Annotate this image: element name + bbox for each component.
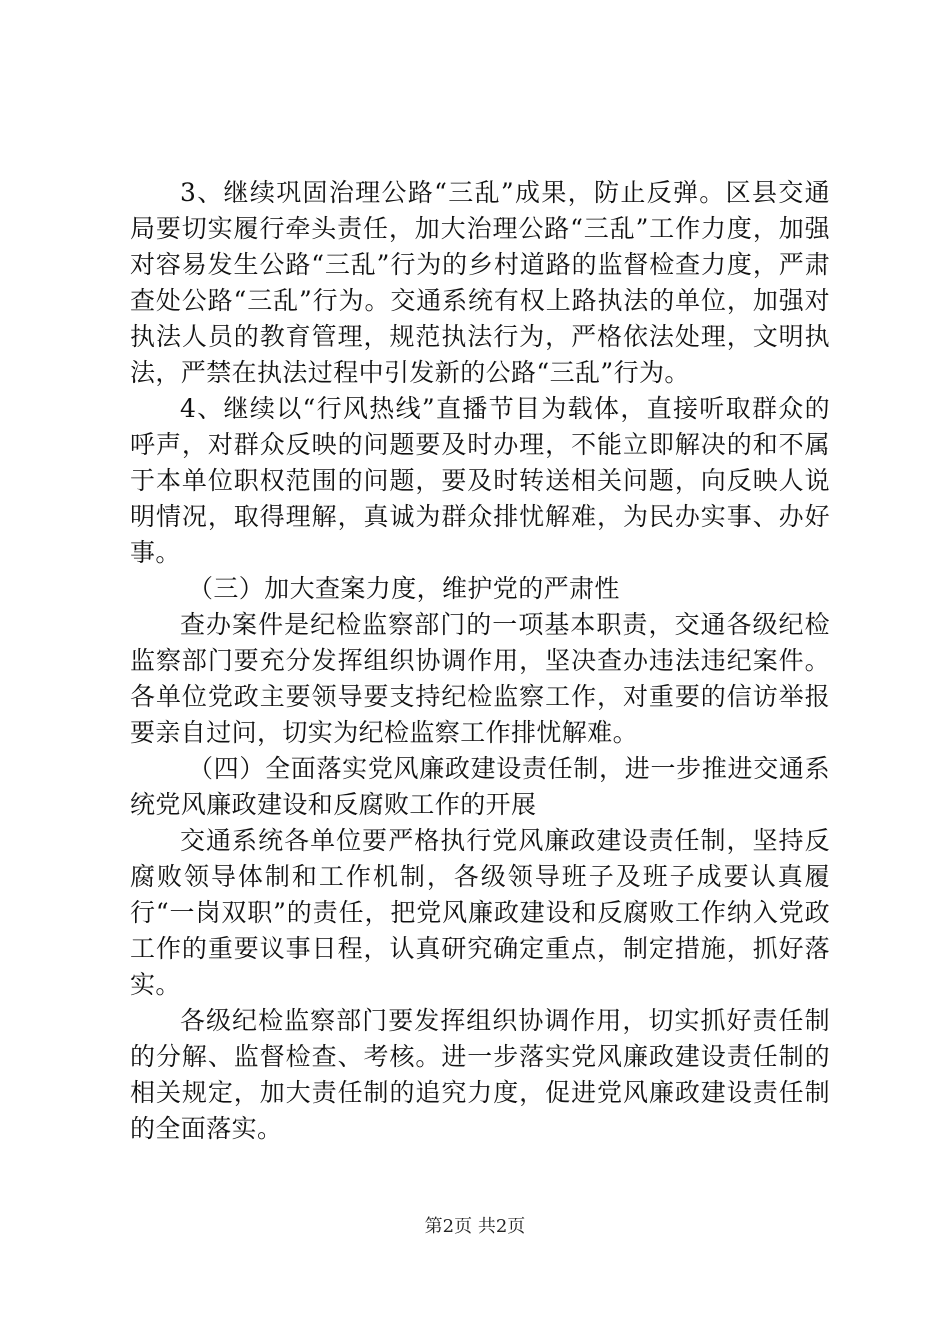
paragraph-responsibility-system: 交通系统各单位要严格执行党风廉政建设责任制，坚持反腐败领导体制和工作机制，各级领导班子及班子成要认真履行“一岗双职”的责任，把党风廉政建设和反腐败工作纳入党政工作的重要议事日程，认真研究确定重点，制定措施，抓好落实。 bbox=[130, 826, 830, 999]
section-heading-4: （四）全面落实党风廉政建设责任制，进一步推进交通系统党风廉政建设和反腐败工作的开展 bbox=[130, 754, 830, 819]
paragraph-discipline-departments: 各级纪检监察部门要发挥组织协调作用，切实抓好责任制的分解、监督检查、考核。进一步落实党风廉政建设责任制的相关规定，加大责任制的追究力度，促进党风廉政建设责任制的全面落实。 bbox=[130, 1006, 830, 1143]
paragraph-item-3: 3、继续巩固治理公路“三乱”成果，防止反弹。区县交通局要切实履行牵头责任，加大治理公路“三乱”工作力度，加强对容易发生公路“三乱”行为的乡村道路的监督检查力度，严肃查处公路“三乱”行为。交通系统有权上路执法的单位，加强对执法人员的教育管理，规范执法行为，严格依法处理，文明执法，严禁在执法过程中引发新的公路“三乱”行为。 bbox=[130, 178, 830, 387]
paragraph-item-4: 4、继续以“行风热线”直播节目为载体，直接听取群众的呼声，对群众反映的问题要及时办理，不能立即解决的和不属于本单位职权范围的问题，要及时转送相关问题，向反映人说明情况，取得理解，真诚为群众排忧解难，为民办实事、办好事。 bbox=[130, 394, 830, 567]
paragraph-case-investigation: 查办案件是纪检监察部门的一项基本职责，交通各级纪检监察部门要充分发挥组织协调作用，坚决查办违法违纪案件。各单位党政主要领导要支持纪检监察工作，对重要的信访举报要亲自过问，切实为纪检监察工作排忧解难。 bbox=[130, 610, 830, 747]
section-heading-3: （三）加大查案力度，维护党的严肃性 bbox=[188, 574, 620, 603]
page-number-footer: 第2页 共2页 bbox=[424, 1216, 526, 1237]
document-body bbox=[130, 175, 830, 1147]
